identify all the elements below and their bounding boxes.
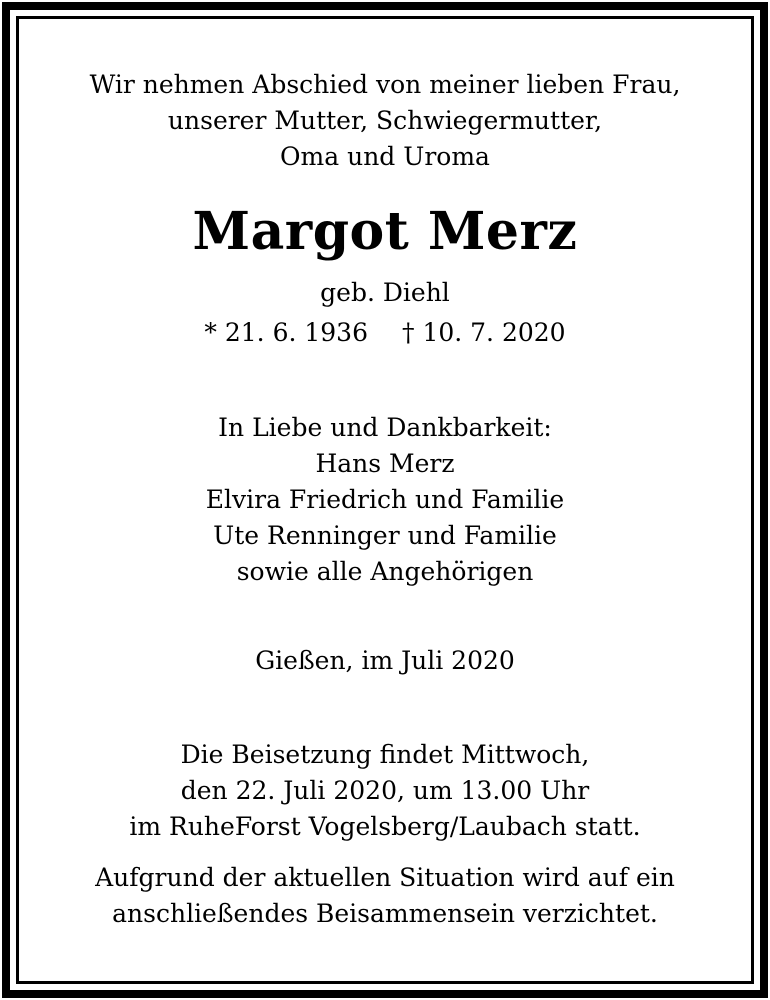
mourners-block	[19, 410, 751, 590]
obituary-notice	[19, 19, 751, 981]
death-date: † 10. 7. 2020	[402, 318, 566, 347]
funeral-line: im RuheForst Vogelsberg/Laubach statt.	[129, 812, 641, 841]
mourner-name: Ute Renninger und Familie	[213, 521, 557, 550]
life-dates	[19, 315, 751, 351]
funeral-info	[19, 737, 751, 845]
intro-line: unserer Mutter, Schwiegermutter,	[167, 106, 603, 135]
mourners-heading: In Liebe und Dankbarkeit:	[218, 413, 552, 442]
mourner-name: Elvira Friedrich und Familie	[205, 485, 565, 514]
mourner-name: Hans Merz	[315, 449, 455, 478]
intro-line: Wir nehmen Abschied von meiner lieben Frau,	[89, 70, 681, 99]
intro-text	[19, 67, 751, 175]
intro-line: Oma und Uroma	[280, 142, 490, 171]
funeral-line: Die Beisetzung findet Mittwoch,	[180, 740, 590, 769]
mourner-name: sowie alle Angehörigen	[236, 557, 534, 586]
notice-block	[19, 860, 751, 932]
deceased-details	[19, 275, 751, 351]
notice-line: Aufgrund der aktuellen Situation wird auf ein	[95, 863, 675, 892]
deceased-name-block	[19, 202, 751, 262]
funeral-line: den 22. Juli 2020, um 13.00 Uhr	[180, 776, 590, 805]
deceased-name: Margot Merz	[192, 201, 578, 262]
birth-date: * 21. 6. 1936	[204, 318, 368, 347]
birth-name: geb. Diehl	[320, 278, 450, 307]
place-date-block	[19, 643, 751, 679]
place-date: Gießen, im Juli 2020	[255, 646, 515, 675]
notice-line: anschließendes Beisammensein verzichtet.	[112, 899, 658, 928]
